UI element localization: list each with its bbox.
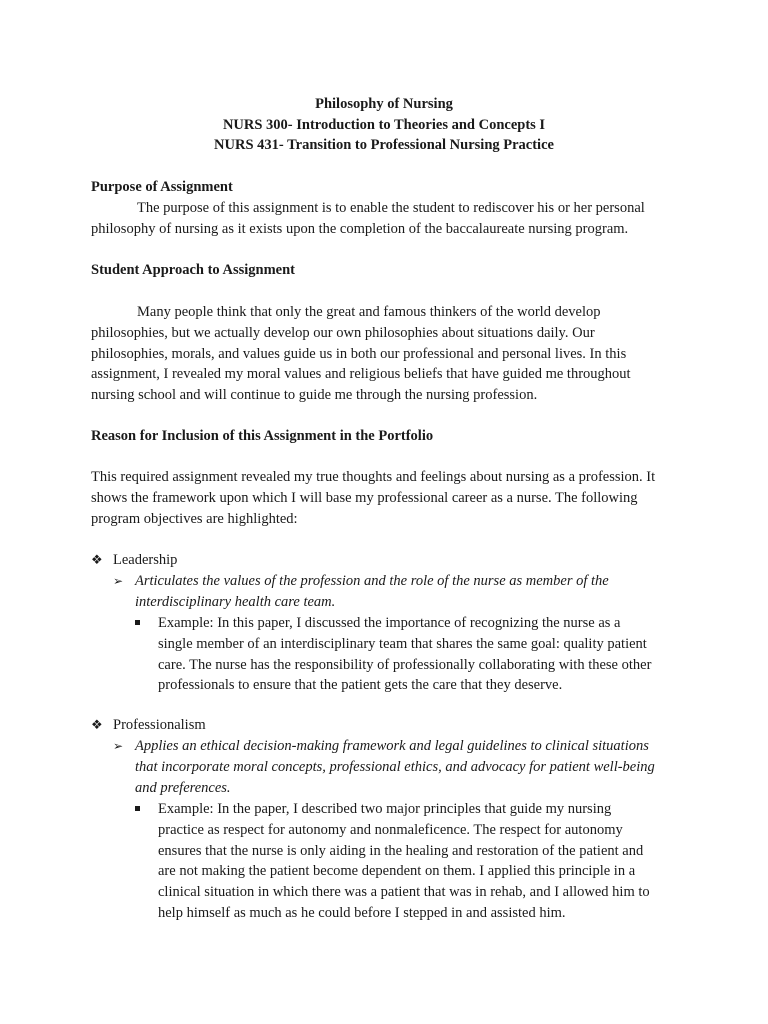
paragraph-line: philosophies, morals, and values guide us in both our professional and personal lives. In this (91, 345, 627, 362)
square-bullet-icon (135, 806, 140, 811)
paragraph-line: program objectives are highlighted: (91, 510, 298, 527)
approach-heading: Student Approach to Assignment (91, 262, 295, 278)
objective-line: and preferences. (135, 779, 231, 796)
objective-statement (135, 736, 655, 798)
example-line: professionals to ensure that the patient gets the care that they deserve. (158, 677, 563, 694)
example-text (158, 799, 650, 924)
objective-label: Professionalism (113, 717, 206, 733)
approach-paragraph (91, 302, 691, 406)
reason-heading: Reason for Inclusion of this Assignment in the Portfolio (91, 428, 434, 444)
example-line: are not making the patient become dependent on them. I applied this principle in a (158, 863, 636, 880)
purpose-paragraph (91, 198, 691, 240)
objective-line: that incorporate moral concepts, professional ethics, and advocacy for patient well-being (135, 758, 655, 775)
example-line: practice as respect for autonomy and nonmaleficence. The respect for autonomy (158, 821, 623, 838)
objective-line: interdisciplinary health care team. (135, 593, 336, 610)
example-line: ensures that the nurse is only aiding in the healing and restoration of the patient and (158, 842, 644, 859)
paragraph-line: Many people think that only the great and famous thinkers of the world develop (137, 304, 601, 320)
example-line: Example: In the paper, I described two major principles that guide my nursing (158, 801, 612, 817)
example-text (158, 613, 651, 696)
diamond-bullet-icon: ❖ (91, 552, 103, 567)
paragraph-line: nursing school and will continue to guide me through the nursing profession. (91, 387, 538, 404)
objective-label: Leadership (113, 552, 178, 568)
example-line: help himself as much as he could before I stepped in and assisted him. (158, 904, 566, 921)
paragraph-line: philosophy of nursing as it exists upon the completion of the baccalaureate nursing program. (91, 220, 629, 237)
arrow-bullet-icon: ➢ (113, 739, 124, 753)
paragraph-line: philosophies, but we actually develop our own philosophies about situations daily. Our (91, 324, 595, 341)
example-line: Example: In this paper, I discussed the importance of recognizing the nurse as a (158, 615, 621, 631)
reason-paragraph (91, 467, 691, 529)
paragraph-line: The purpose of this assignment is to enable the student to rediscover his or her personal (137, 200, 645, 216)
objective-statement (135, 571, 609, 613)
document-title: Philosophy of Nursing (315, 96, 453, 112)
title-block (0, 94, 768, 156)
course-nurs-431: NURS 431- Transition to Professional Nursing Practice (214, 137, 554, 153)
square-bullet-icon (135, 620, 140, 625)
paragraph-line: This required assignment revealed my true thoughts and feelings about nursing as a profession. It (91, 469, 656, 485)
example-line: clinical situation in which there was a patient that was in rehab, and I allowed him to (158, 884, 650, 901)
diamond-bullet-icon: ❖ (91, 717, 103, 732)
objective-line: Applies an ethical decision-making framework and legal guidelines to clinical situations (135, 738, 649, 754)
paragraph-line: shows the framework upon which I will base my professional career as a nurse. The following (91, 489, 638, 506)
course-nurs-300: NURS 300- Introduction to Theories and Concepts I (222, 116, 546, 133)
purpose-heading: Purpose of Assignment (91, 179, 233, 195)
example-line: care. The nurse has the responsibility of professionally collaborating with these other (158, 656, 652, 673)
paragraph-line: assignment, I revealed my moral values and religious beliefs that have guided me throughout (91, 366, 631, 383)
arrow-bullet-icon: ➢ (113, 574, 124, 588)
example-line: single member of an interdisciplinary team that shares the same goal: quality patient (158, 635, 647, 652)
objective-line: Articulates the values of the profession and the role of the nurse as member of the (135, 573, 609, 589)
